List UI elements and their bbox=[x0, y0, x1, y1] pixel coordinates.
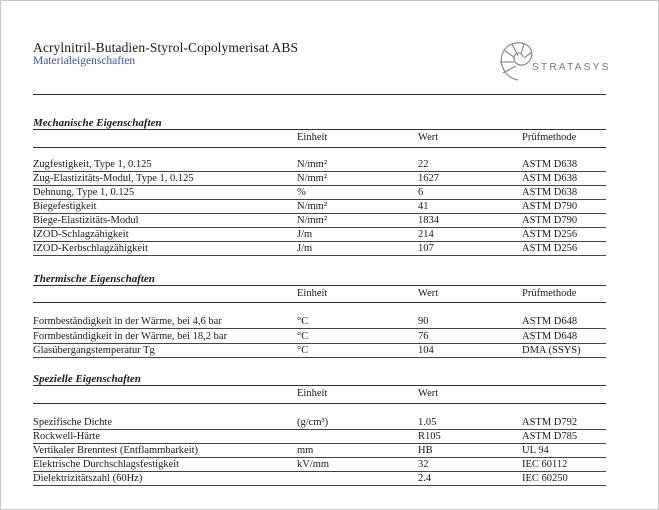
property-name: Biegefestigkeit bbox=[33, 201, 97, 212]
property-unit: °C bbox=[297, 345, 309, 356]
table-row bbox=[33, 186, 606, 200]
property-unit: N/mm² bbox=[297, 173, 327, 184]
header-rule bbox=[33, 147, 606, 148]
property-unit: (g/cm³) bbox=[297, 417, 329, 428]
property-unit: N/mm² bbox=[297, 201, 327, 212]
property-name: Dielektrizitätszahl (60Hz) bbox=[33, 473, 143, 484]
header-divider bbox=[33, 94, 606, 95]
property-name: Rockwell-Härte bbox=[33, 431, 101, 442]
property-method: ASTM D256 bbox=[522, 243, 578, 254]
logo-wordmark: STRATASYS bbox=[532, 62, 611, 73]
property-value: 76 bbox=[418, 331, 429, 342]
table-row bbox=[33, 228, 606, 242]
table-row bbox=[33, 172, 606, 186]
table-row bbox=[33, 330, 606, 344]
property-name: Formbeständigkeit in der Wärme, bei 4,6 bar bbox=[33, 316, 222, 327]
property-name: Zug-Elastizitäts-Modul, Type 1, 0.125 bbox=[33, 173, 194, 184]
section-title-thermal: Thermische Eigenschaften bbox=[33, 273, 155, 285]
document-subtitle: Materialeigenschaften bbox=[33, 55, 136, 67]
property-unit: N/mm² bbox=[297, 215, 327, 226]
property-value: 214 bbox=[418, 229, 434, 240]
table-row bbox=[33, 458, 606, 472]
property-name: Zugfestigkeit, Type 1, 0.125 bbox=[33, 159, 152, 170]
property-unit: % bbox=[297, 187, 306, 198]
property-unit: mm bbox=[297, 445, 314, 456]
header-rule bbox=[33, 403, 606, 404]
property-value: 1834 bbox=[418, 215, 439, 226]
property-method: ASTM D785 bbox=[522, 431, 578, 442]
property-method: ASTM D792 bbox=[522, 417, 578, 428]
column-header-wert: Wert bbox=[418, 132, 439, 143]
property-name: Formbeständigkeit in der Wärme, bei 18,2 bar bbox=[33, 331, 228, 342]
property-value: HB bbox=[418, 445, 433, 456]
section-rule bbox=[33, 385, 606, 386]
property-value: 41 bbox=[418, 201, 429, 212]
section-title-special: Spezielle Eigenschaften bbox=[33, 373, 141, 385]
table-row bbox=[33, 200, 606, 214]
property-value: 1.05 bbox=[418, 417, 437, 428]
property-name: Vertikaler Brenntest (Entflammbarkeit) bbox=[33, 445, 199, 456]
column-header-einheit: Einheit bbox=[297, 132, 328, 143]
property-unit: J/m bbox=[297, 229, 313, 240]
property-name: Elektrische Durchschlagsfestigkeit bbox=[33, 459, 180, 470]
table-row bbox=[33, 416, 606, 430]
table-row bbox=[33, 315, 606, 329]
column-header-einheit: Einheit bbox=[297, 288, 328, 299]
property-method: ASTM D790 bbox=[522, 201, 578, 212]
table-row bbox=[33, 430, 606, 444]
property-name: IZOD-Schlagzähigkeit bbox=[33, 229, 129, 240]
stratasys-logo-icon bbox=[492, 36, 612, 86]
table-row bbox=[33, 472, 606, 486]
table-row bbox=[33, 444, 606, 458]
section-title-mechanical: Mechanische Eigenschaften bbox=[33, 117, 162, 129]
property-unit: N/mm² bbox=[297, 159, 327, 170]
property-value: 104 bbox=[418, 345, 434, 356]
property-method: ASTM D256 bbox=[522, 229, 578, 240]
section-rule bbox=[33, 285, 606, 286]
property-method: IEC 60112 bbox=[522, 459, 568, 470]
property-method: ASTM D638 bbox=[522, 159, 578, 170]
table-row bbox=[33, 158, 606, 172]
property-unit: °C bbox=[297, 316, 309, 327]
property-value: 22 bbox=[418, 159, 429, 170]
property-value: 32 bbox=[418, 459, 429, 470]
column-header-einheit: Einheit bbox=[297, 388, 328, 399]
column-header-methode: Prüfmethode bbox=[522, 288, 577, 299]
column-header-wert: Wert bbox=[418, 288, 439, 299]
property-method: ASTM D790 bbox=[522, 215, 578, 226]
property-value: 107 bbox=[418, 243, 434, 254]
header-rule bbox=[33, 302, 606, 303]
property-method: DMA (SSYS) bbox=[522, 345, 581, 356]
property-method: ASTM D648 bbox=[522, 316, 578, 327]
property-value: 90 bbox=[418, 316, 429, 327]
property-unit: °C bbox=[297, 331, 309, 342]
table-row bbox=[33, 214, 606, 228]
property-unit: J/m bbox=[297, 243, 313, 254]
property-name: IZOD-Kerbschlagzähigkeit bbox=[33, 243, 148, 254]
property-unit: kV/mm bbox=[297, 459, 330, 470]
property-name: Spezifische Dichte bbox=[33, 417, 113, 428]
property-method: IEC 60250 bbox=[522, 473, 568, 484]
table-row bbox=[33, 242, 606, 256]
column-header-wert: Wert bbox=[418, 388, 439, 399]
property-name: Glasübergangstemperatur Tg bbox=[33, 345, 155, 356]
property-method: ASTM D638 bbox=[522, 173, 578, 184]
column-header-methode: Prüfmethode bbox=[522, 132, 577, 143]
property-value: 2.4 bbox=[418, 473, 432, 484]
property-method: UL 94 bbox=[522, 445, 549, 456]
document-title: Acrylnitril-Butadien-Styrol-Copolymerisat ABS bbox=[33, 40, 299, 55]
property-method: ASTM D638 bbox=[522, 187, 578, 198]
property-value: 6 bbox=[418, 187, 424, 198]
property-name: Biege-Elastizitäts-Modul bbox=[33, 215, 139, 226]
property-value: R105 bbox=[418, 431, 441, 442]
table-row bbox=[33, 344, 606, 358]
property-name: Dehnung, Type 1, 0.125 bbox=[33, 187, 135, 198]
section-rule bbox=[33, 129, 606, 130]
property-method: ASTM D648 bbox=[522, 331, 578, 342]
property-value: 1627 bbox=[418, 173, 439, 184]
